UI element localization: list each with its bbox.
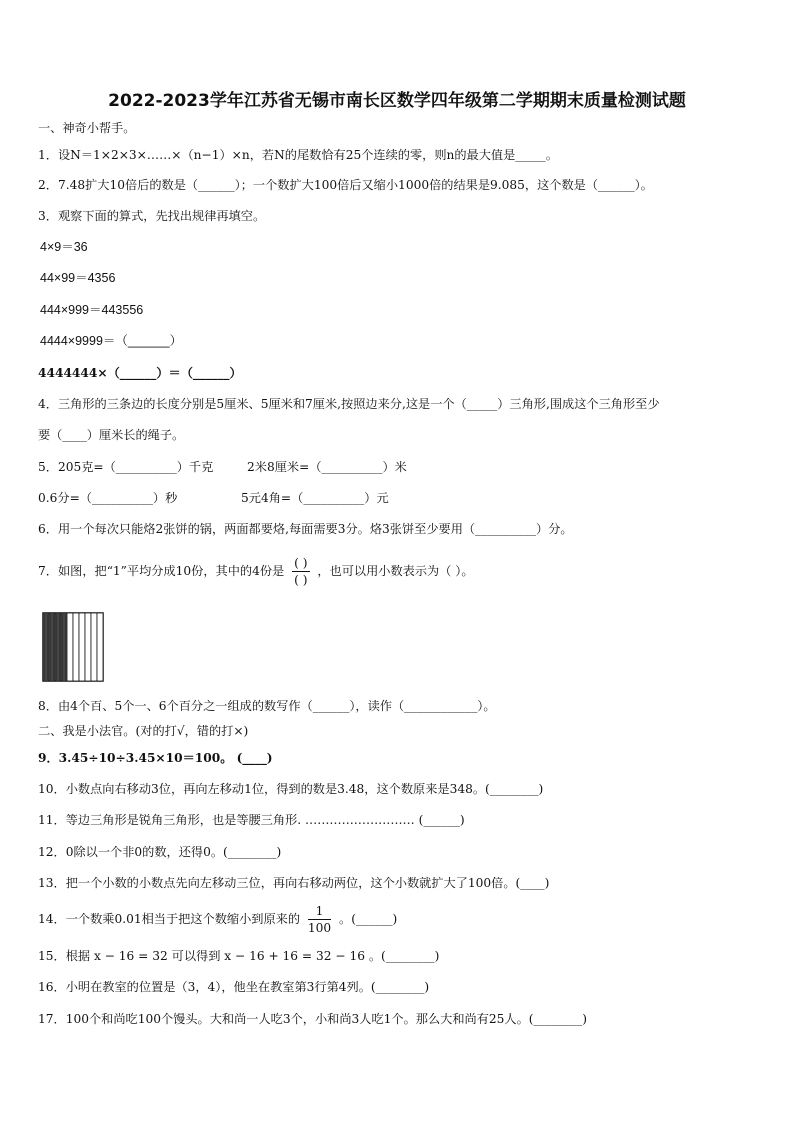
question-2: 2．7.48扩大10倍后的数是（______）；一个数扩大100倍后又缩小1000倍的结果是9.085，这个数是（______）。 [38,178,653,192]
question-8: 8．由4个百、5个一、6个百分之一组成的数写作（______），读作（____________）。 [38,699,496,713]
q3-equation-4: 4444×9999＝（______） [40,334,183,348]
q3-equation-3: 444×999＝443556 [40,303,144,317]
q5-part-a: 5．205克=（__________）千克 [38,460,214,474]
question-6: 6．用一个每次只能烙2张饼的锅，两面都要烙,每面需要3分。烙3张饼至少要用（__________）分。 [38,522,573,536]
question-13: 13．把一个小数的小数点先向左移动三位，再向右移动两位，这个小数就扩大了100倍。(____) [38,876,550,890]
section-1-heading: 一、神奇小帮手。 [38,121,136,135]
question-11: 11．等边三角形是锐角三角形，也是等腰三角形. ……………………… (______) [38,813,465,827]
question-5-row-1 [38,459,407,475]
question-7 [38,555,474,588]
q3-equation-2: 44×99＝4356 [40,271,116,285]
figure-part [97,613,103,681]
question-16: 16．小明在教室的位置是（3，4），他坐在教室第3行第4列。(________) [38,980,430,994]
q5-part-c: 0.6分=（__________）秒 [38,491,178,505]
q14-fraction-numerator: 1 [308,903,331,920]
q7-ten-part-figure [42,612,104,682]
q14-text-before: 14．一个数乘0.01相当于把这个数缩小到原来的 [38,912,301,926]
question-15: 15．根据 x − 16 = 32 可以得到 x − 16 + 16 = 32 − 16 。(________) [38,949,440,963]
figure-part [79,613,85,681]
page-title: 2022-2023学年江苏省无锡市南长区数学四年级第二学期期末质量检测试题 [108,91,686,111]
figure-part [73,613,79,681]
question-1: 1．设N＝1×2×3×……×（n−1）×n，若N的尾数恰有25个连续的零，则n的最大值是_____。 [38,148,558,162]
q14-text-after: 。(______) [339,912,398,926]
figure-part [67,613,73,681]
q7-fraction-denominator: ( ) [294,573,308,587]
question-9: 9．3.45÷10÷3.45×10＝100。 (____) [38,751,273,765]
question-4-line-1: 4．三角形的三条边的长度分别是5厘米、5厘米和7厘米,按照边来分,这是一个（_____）三角形,围成这个三角形至少 [38,397,660,411]
question-4-line-2: 要（____）厘米长的绳子。 [38,428,185,442]
q7-fraction-numerator: ( ) [294,556,308,570]
q3-equation-5: 4444444×（______）＝（______） [38,366,242,380]
q14-fraction-denominator: 100 [307,921,332,935]
figure-part [91,613,97,681]
question-10: 10．小数点向右移动3位，再向左移动1位，得到的数是3.48，这个数原来是348。(________) [38,782,544,796]
q5-part-b: 2米8厘米=（__________）米 [247,460,407,474]
q3-equation-1: 4×9＝36 [40,240,88,254]
figure-part [85,613,91,681]
q14-fraction [308,903,331,936]
q7-text-after: ，也可以用小数表示为（ ）。 [317,564,474,578]
section-2-heading: 二、我是小法官。(对的打√，错的打×) [38,724,249,738]
question-17: 17．100个和尚吃100个馒头。大和尚一人吃3个，小和尚3人吃1个。那么大和尚有25人。(________) [38,1012,588,1026]
q5-part-d: 5元4角=（__________）元 [241,491,389,505]
question-3: 3．观察下面的算式，先找出规律再填空。 [38,209,266,223]
question-12: 12．0除以一个非0的数，还得0。(________) [38,845,282,859]
q7-fraction [292,555,309,588]
question-5-row-2 [38,490,389,506]
question-14 [38,903,397,936]
q7-text-before: 7．如图，把“1”平均分成10份，其中的4份是 [38,564,285,578]
